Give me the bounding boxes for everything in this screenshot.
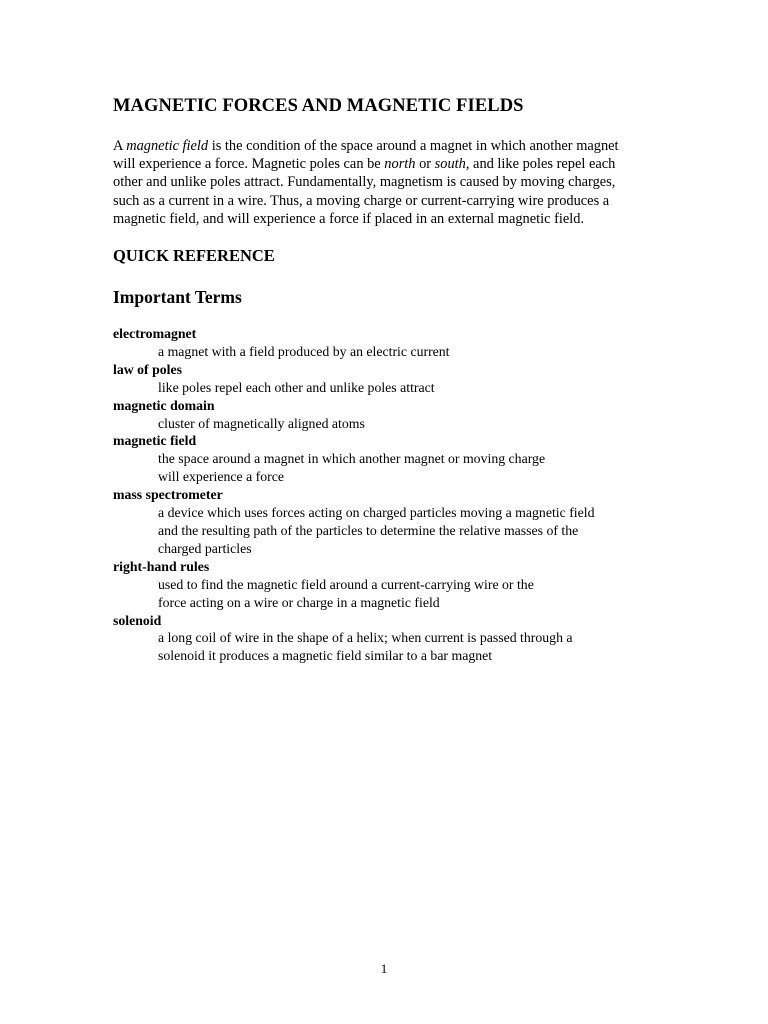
- glossary-entry-law-of-poles: [113, 361, 653, 397]
- glossary-definition: [158, 343, 653, 361]
- quick-reference-heading: QUICK REFERENCE: [113, 246, 275, 265]
- definition-line: a magnet with a field produced by an electric current: [158, 343, 450, 359]
- definition-line: will experience a force: [158, 469, 285, 485]
- intro-emphasis-north: north: [384, 156, 416, 173]
- definition-line: and the resulting path of the particles to determine the relative masses of the: [158, 522, 579, 538]
- definition-line: like poles repel each other and unlike poles attract: [158, 379, 435, 395]
- glossary-definition: [158, 629, 653, 665]
- glossary-term: solenoid: [113, 612, 162, 628]
- intro-line-3: other and unlike poles attract. Fundamentally, magnetism is caused by moving charges,: [113, 174, 616, 191]
- intro-paragraph: [113, 137, 653, 228]
- definition-line: charged particles: [158, 540, 252, 556]
- glossary-definition: [158, 415, 653, 433]
- definition-line: a long coil of wire in the shape of a helix; when current is passed through a: [158, 630, 573, 646]
- glossary-term: magnetic domain: [113, 397, 215, 413]
- glossary-entry-magnetic-field: [113, 432, 653, 486]
- intro-text: or: [415, 156, 435, 173]
- intro-line-2: [113, 155, 653, 173]
- definition-line: used to find the magnetic field around a current-carrying wire or the: [158, 576, 534, 592]
- intro-line-1: [113, 137, 653, 155]
- intro-line-5: magnetic field, and will experience a force if placed in an external magnetic field.: [113, 210, 585, 227]
- glossary-definition: [158, 450, 653, 486]
- intro-text: will experience a force. Magnetic poles can be: [113, 156, 385, 173]
- definition-line: force acting on a wire or charge in a magnetic field: [158, 594, 440, 610]
- glossary-entry-mass-spectrometer: [113, 486, 653, 558]
- intro-text: A: [113, 138, 127, 154]
- glossary-definition: [158, 576, 653, 612]
- definition-line: solenoid it produces a magnetic field similar to a bar magnet: [158, 648, 493, 664]
- glossary-list: [113, 325, 653, 665]
- glossary-definition: [158, 504, 653, 558]
- intro-emphasis-south: south: [434, 156, 466, 173]
- intro-text: , and like poles repel each: [465, 156, 616, 173]
- glossary-term: magnetic field: [113, 433, 197, 449]
- glossary-entry-magnetic-domain: [113, 397, 653, 433]
- intro-line-4: such as a current in a wire. Thus, a moving charge or current-carrying wire produces a: [113, 192, 610, 209]
- definition-line: a device which uses forces acting on charged particles moving a magnetic field: [158, 505, 595, 521]
- glossary-term: right-hand rules: [113, 558, 210, 574]
- glossary-entry-right-hand-rules: [113, 558, 653, 612]
- intro-emphasis-magnetic-field: magnetic field: [126, 138, 209, 154]
- glossary-entry-solenoid: [113, 612, 653, 666]
- page-title: MAGNETIC FORCES AND MAGNETIC FIELDS: [113, 96, 524, 116]
- definition-line: cluster of magnetically aligned atoms: [158, 415, 365, 431]
- glossary-term: electromagnet: [113, 326, 197, 341]
- important-terms-heading: Important Terms: [113, 287, 242, 307]
- definition-line: the space around a magnet in which another magnet or moving charge: [158, 451, 546, 467]
- intro-text: is the condition of the space around a magnet in which another magnet: [208, 138, 619, 154]
- glossary-entry-electromagnet: [113, 325, 653, 361]
- glossary-term: mass spectrometer: [113, 487, 223, 503]
- glossary-definition: [158, 379, 653, 397]
- glossary-term: law of poles: [113, 361, 182, 377]
- page-number: 1: [380, 961, 388, 976]
